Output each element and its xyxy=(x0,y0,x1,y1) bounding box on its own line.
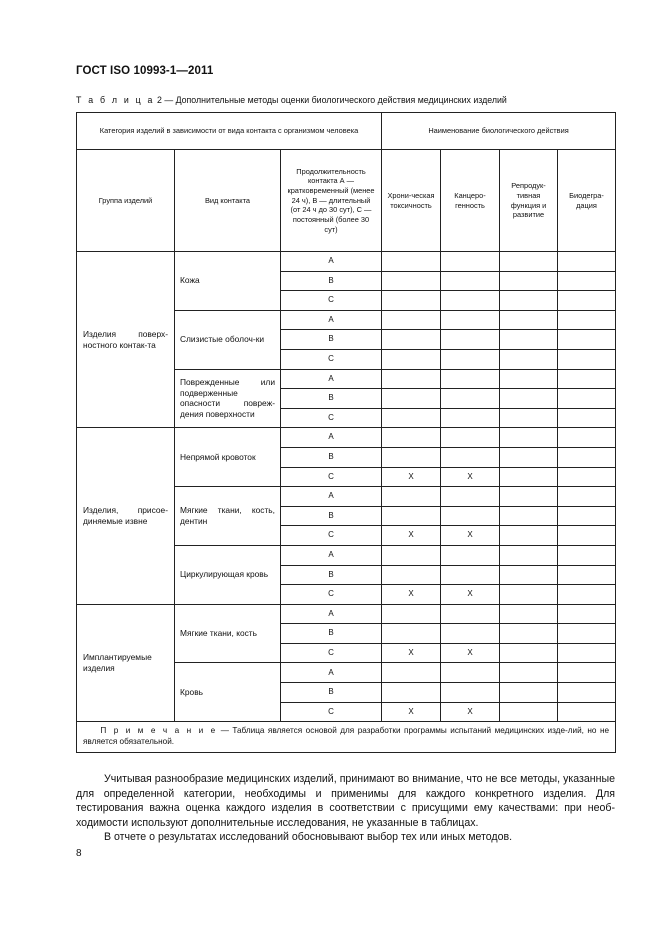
effect-mark-cell: X xyxy=(382,702,441,722)
table-row xyxy=(77,604,616,624)
effect-mark-cell xyxy=(500,702,558,722)
effect-mark-cell xyxy=(500,428,558,448)
paragraph: В отчете о результатах исследований обосновывают выбор тех или иных методов. xyxy=(104,831,513,844)
effect-mark-cell xyxy=(382,447,441,467)
effect-mark-cell xyxy=(558,683,616,703)
effect-mark-cell xyxy=(500,349,558,369)
effect-mark-cell: X xyxy=(441,526,500,546)
product-group-cell: Изделия, присое-диняемые извне xyxy=(77,428,175,604)
contact-type-cell: Слизистые оболоч-ки xyxy=(175,310,281,369)
effect-mark-cell xyxy=(382,428,441,448)
column-header-carcinogenicity: Канцеро-генность xyxy=(441,150,500,252)
duration-cell: C xyxy=(281,291,382,311)
effect-mark-cell xyxy=(382,349,441,369)
table-row xyxy=(77,252,616,272)
effect-mark-cell xyxy=(441,349,500,369)
note-text: — Таблица является основой для разработки программы испытаний медицинских изде-лий, но не является обязательной. xyxy=(83,726,610,746)
document-code: ГОСТ ISO 10993-1—2011 xyxy=(76,65,214,77)
effect-mark-cell xyxy=(558,408,616,428)
contact-type-cell: Кожа xyxy=(175,252,281,311)
effect-mark-cell xyxy=(382,604,441,624)
effect-mark-cell xyxy=(500,683,558,703)
duration-cell: B xyxy=(281,565,382,585)
effect-mark-cell xyxy=(558,349,616,369)
duration-cell: A xyxy=(281,487,382,507)
effect-mark-cell xyxy=(500,330,558,350)
duration-cell: C xyxy=(281,349,382,369)
header-category: Категория изделий в зависимости от вида контакта с организмом человека xyxy=(77,113,382,150)
effect-mark-cell xyxy=(441,624,500,644)
effect-mark-cell xyxy=(500,643,558,663)
effect-mark-cell xyxy=(441,545,500,565)
effect-mark-cell xyxy=(441,330,500,350)
effect-mark-cell xyxy=(558,252,616,272)
duration-cell: B xyxy=(281,506,382,526)
effect-mark-cell xyxy=(500,291,558,311)
note-row xyxy=(77,722,616,752)
effect-mark-cell xyxy=(382,506,441,526)
column-header-group: Группа изделий xyxy=(77,150,175,252)
table-row xyxy=(77,428,616,448)
effect-mark-cell xyxy=(441,369,500,389)
effect-mark-cell xyxy=(441,663,500,683)
effect-mark-cell xyxy=(441,565,500,585)
effect-mark-cell: X xyxy=(382,585,441,605)
effect-mark-cell xyxy=(441,506,500,526)
effect-mark-cell xyxy=(500,663,558,683)
effect-mark-cell xyxy=(500,369,558,389)
effect-mark-cell xyxy=(500,604,558,624)
effect-mark-cell: X xyxy=(441,643,500,663)
effect-mark-cell xyxy=(441,389,500,409)
duration-cell: C xyxy=(281,702,382,722)
effect-mark-cell xyxy=(500,565,558,585)
product-group-cell: Имплантируемые изделия xyxy=(77,604,175,722)
effect-mark-cell xyxy=(500,585,558,605)
effect-mark-cell xyxy=(558,271,616,291)
effect-mark-cell xyxy=(558,545,616,565)
effect-mark-cell xyxy=(382,271,441,291)
effect-mark-cell xyxy=(441,604,500,624)
effect-mark-cell xyxy=(382,624,441,644)
duration-cell: B xyxy=(281,624,382,644)
duration-cell: A xyxy=(281,252,382,272)
column-header-contact: Вид контакта xyxy=(175,150,281,252)
effect-mark-cell: X xyxy=(441,702,500,722)
effect-mark-cell xyxy=(441,487,500,507)
effect-mark-cell xyxy=(558,369,616,389)
duration-cell: B xyxy=(281,447,382,467)
contact-type-cell: Циркулирующая кровь xyxy=(175,545,281,604)
contact-type-cell: Мягкие ткани, кость, дентин xyxy=(175,487,281,546)
column-header-chronic-toxicity: Хрони-ческая токсичность xyxy=(382,150,441,252)
effect-mark-cell xyxy=(441,683,500,703)
effect-mark-cell xyxy=(558,624,616,644)
effect-mark-cell xyxy=(558,291,616,311)
effect-mark-cell xyxy=(500,447,558,467)
effect-mark-cell: X xyxy=(382,467,441,487)
effect-mark-cell xyxy=(382,487,441,507)
table-note xyxy=(77,722,616,752)
effect-mark-cell xyxy=(382,369,441,389)
effect-mark-cell xyxy=(382,291,441,311)
page-number: 8 xyxy=(76,848,82,859)
effect-mark-cell xyxy=(558,506,616,526)
effect-mark-cell xyxy=(558,663,616,683)
effect-mark-cell xyxy=(558,447,616,467)
product-group-cell: Изделия поверх-ностного контак-та xyxy=(77,252,175,428)
effect-mark-cell xyxy=(382,683,441,703)
effect-mark-cell: X xyxy=(382,643,441,663)
contact-type-cell: Непрямой кровоток xyxy=(175,428,281,487)
effect-mark-cell xyxy=(558,565,616,585)
table-caption-label: Т а б л и ц а xyxy=(76,95,155,105)
column-header-reproductive: Репродук-тивная функция и развитие xyxy=(500,150,558,252)
effect-mark-cell xyxy=(382,408,441,428)
methods-table xyxy=(76,112,616,753)
effect-mark-cell xyxy=(382,545,441,565)
duration-cell: C xyxy=(281,526,382,546)
duration-cell: B xyxy=(281,330,382,350)
effect-mark-cell xyxy=(500,545,558,565)
effect-mark-cell xyxy=(500,467,558,487)
effect-mark-cell xyxy=(382,310,441,330)
effect-mark-cell xyxy=(558,585,616,605)
duration-cell: A xyxy=(281,604,382,624)
effect-mark-cell xyxy=(441,447,500,467)
effect-mark-cell xyxy=(558,310,616,330)
contact-type-cell: Мягкие ткани, кость xyxy=(175,604,281,663)
effect-mark-cell xyxy=(441,310,500,330)
effect-mark-cell xyxy=(382,389,441,409)
duration-cell: A xyxy=(281,369,382,389)
duration-cell: B xyxy=(281,271,382,291)
effect-mark-cell xyxy=(441,271,500,291)
effect-mark-cell xyxy=(500,252,558,272)
effect-mark-cell xyxy=(441,428,500,448)
column-header-duration: Продолжительность контакта А — кратковременный (менее 24 ч), В — длительный (от 24 ч до 30 сут), С — постоянный (более 30 сут) xyxy=(281,150,382,252)
effect-mark-cell xyxy=(558,389,616,409)
effect-mark-cell xyxy=(441,252,500,272)
duration-cell: A xyxy=(281,428,382,448)
duration-cell: C xyxy=(281,408,382,428)
column-header-biodegradation: Биодегра-дация xyxy=(558,150,616,252)
duration-cell: A xyxy=(281,310,382,330)
duration-cell: A xyxy=(281,663,382,683)
effect-mark-cell xyxy=(382,663,441,683)
duration-cell: B xyxy=(281,389,382,409)
effect-mark-cell xyxy=(382,565,441,585)
effect-mark-cell xyxy=(558,428,616,448)
contact-type-cell: Кровь xyxy=(175,663,281,722)
duration-cell: B xyxy=(281,683,382,703)
effect-mark-cell xyxy=(558,487,616,507)
effect-mark-cell xyxy=(500,506,558,526)
effect-mark-cell xyxy=(382,252,441,272)
duration-cell: C xyxy=(281,643,382,663)
duration-cell: A xyxy=(281,545,382,565)
table-caption-text: 2 — Дополнительные методы оценки биологического действия медицинских изделий xyxy=(154,95,507,105)
effect-mark-cell xyxy=(558,643,616,663)
effect-mark-cell xyxy=(558,604,616,624)
effect-mark-cell: X xyxy=(441,467,500,487)
effect-mark-cell xyxy=(441,408,500,428)
contact-type-cell: Поврежденные или подверженные опасности повреж-дения поверхности xyxy=(175,369,281,428)
effect-mark-cell xyxy=(382,330,441,350)
header-biological-effect: Наименование биологического действия xyxy=(382,113,616,150)
effect-mark-cell xyxy=(558,467,616,487)
effect-mark-cell xyxy=(500,271,558,291)
effect-mark-cell xyxy=(500,487,558,507)
duration-cell: C xyxy=(281,585,382,605)
effect-mark-cell: X xyxy=(441,585,500,605)
table-caption xyxy=(76,95,507,105)
effect-mark-cell: X xyxy=(382,526,441,546)
effect-mark-cell xyxy=(500,389,558,409)
note-label: П р и м е ч а н и е xyxy=(100,726,218,736)
effect-mark-cell xyxy=(558,526,616,546)
effect-mark-cell xyxy=(500,526,558,546)
effect-mark-cell xyxy=(441,291,500,311)
effect-mark-cell xyxy=(500,408,558,428)
effect-mark-cell xyxy=(500,310,558,330)
body-text xyxy=(76,772,615,845)
effect-mark-cell xyxy=(500,624,558,644)
effect-mark-cell xyxy=(558,702,616,722)
paragraph: Учитывая разнообразие медицинских изделий, принимают во внимание, что не все методы, указанные для определенной категории, необходимы и применимы для каждого конкретного изделия. Для тестирования важна оценка каждого изделия в соответствии с присущими ему качествами: при необ-ходимости используют дополнительные исследования, не указанные в таблицах. xyxy=(76,773,615,829)
effect-mark-cell xyxy=(558,330,616,350)
duration-cell: C xyxy=(281,467,382,487)
